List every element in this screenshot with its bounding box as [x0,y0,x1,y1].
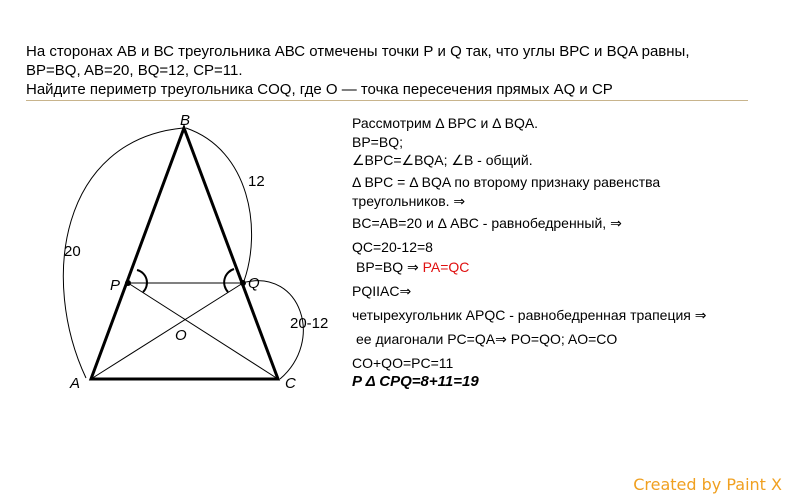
label-p: P [110,277,121,294]
segment-aq [91,283,243,379]
solution-line-1: Рассмотрим Δ BPC и Δ BQA. [352,115,539,131]
watermark: Created by Paint X [633,475,782,494]
solution-line-2: BP=BQ; [352,134,403,150]
solution-line-12: CO+QO=PC=11 [352,355,454,371]
label-length-qc: 20-12 [290,315,329,332]
angle-mark-q [224,269,234,292]
segment-cp [128,283,278,379]
label-length-bq: 12 [248,173,265,190]
solution-line-5: треугольников. ⇒ [352,193,466,209]
solution-line-10: четырехугольник APQC - равнобедренная трапеция ⇒ [352,307,707,323]
angle-mark-p [137,270,147,292]
solution-line-6: BC=AB=20 и Δ ABC - равнобедренный, ⇒ [352,215,622,231]
label-b: B [180,112,191,129]
solution-answer: P Δ CPQ=8+11=19 [352,373,479,390]
problem-line-1: На сторонах АВ и ВС треугольника АВС отмечены точки Р и Q так, что углы ВРС и BQA равны, [26,43,690,60]
label-o: O [175,327,187,344]
problem-line-3: Найдите периметр треугольника COQ, где О — точка пересечения прямых AQ и СР [26,81,613,98]
label-a: A [70,375,81,392]
arc-ab [63,128,183,378]
label-q: Q [248,275,260,292]
solution-line-8-highlight: PA=QC [422,259,470,275]
solution-line-7: QC=20-12=8 [352,239,433,255]
point-p [125,280,131,286]
label-c: C [285,375,296,392]
solution-line-8 [356,259,469,276]
solution-line-9: PQIIAC⇒ [352,283,412,299]
solution-line-4: Δ BPC = Δ BQA по второму признаку равенства [352,174,661,190]
point-q [240,280,246,286]
solution-line-3: ∠BPC=∠BQA; ∠B - общий. [352,152,533,168]
solution-line-8-text: BP=BQ ⇒ [356,259,423,275]
arc-bq [186,128,252,281]
problem-line-2: BP=BQ, AB=20, BQ=12, CP=11. [26,62,243,79]
solution-line-11: ее диагонали PC=QA⇒ PO=QO; AO=CO [356,331,618,347]
label-length-ab: 20 [64,243,81,260]
